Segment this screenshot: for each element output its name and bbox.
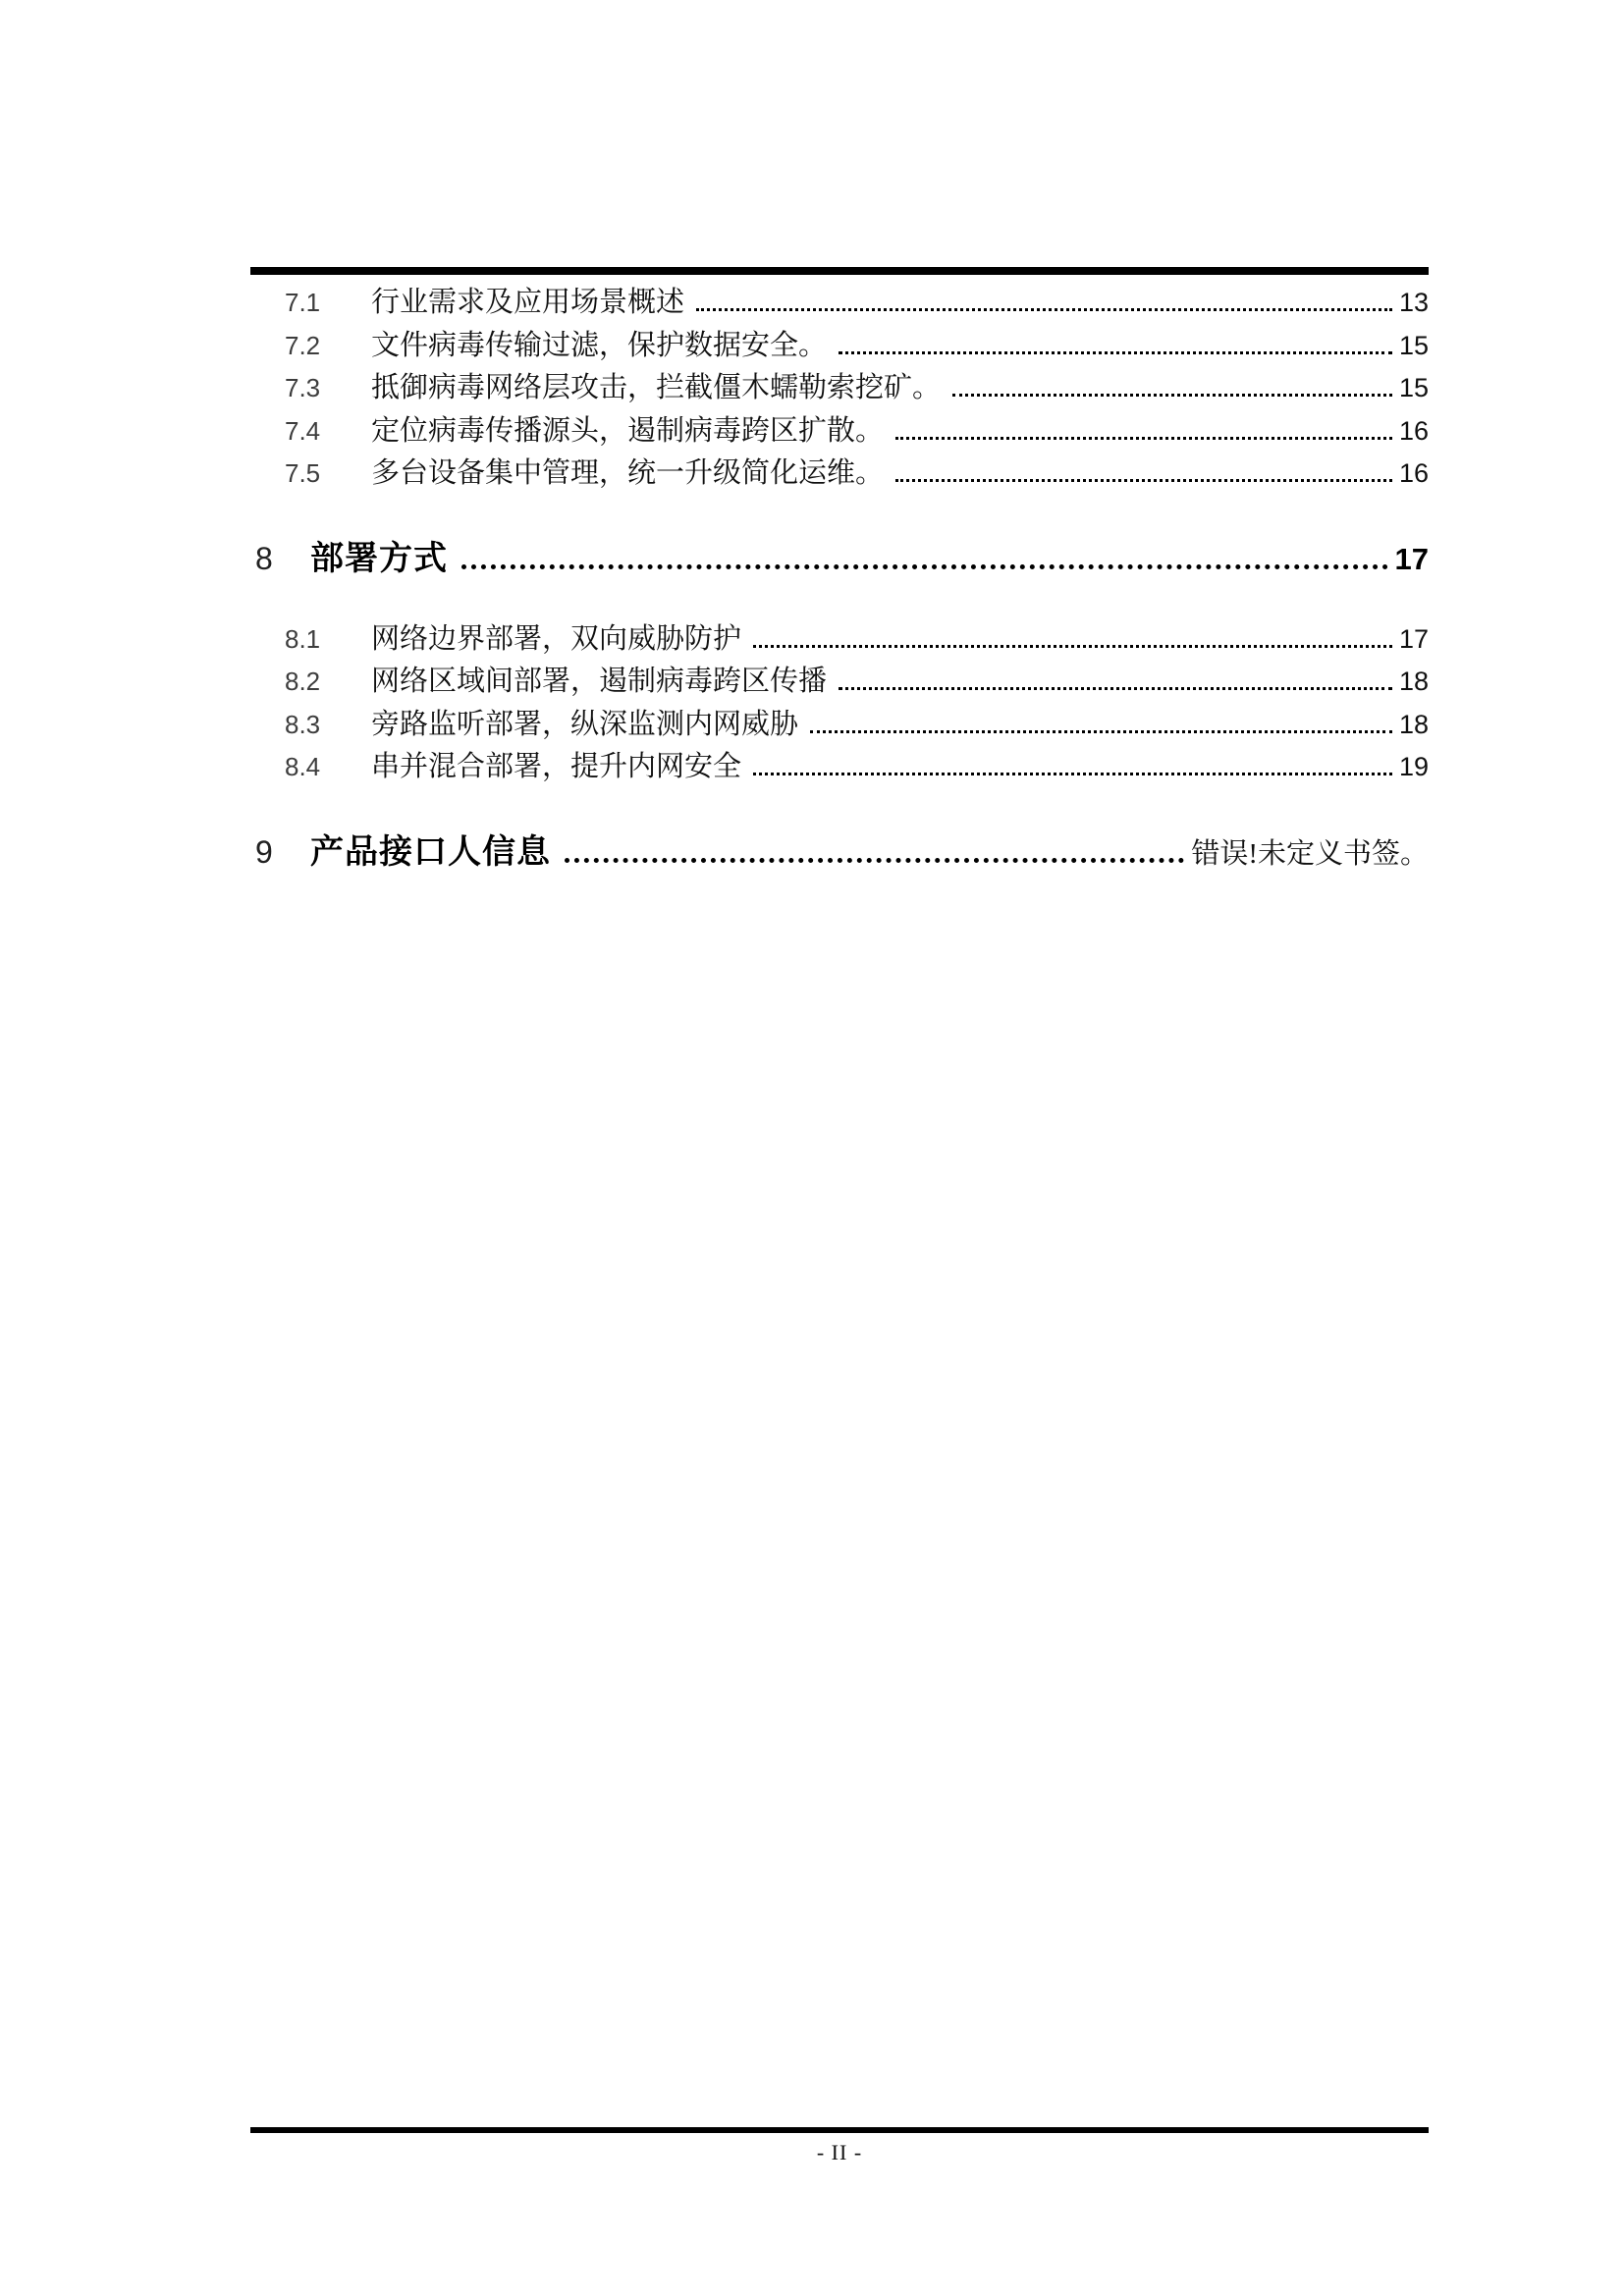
toc-entry-page: 18	[1398, 709, 1429, 739]
toc-entry-page: 17	[1398, 623, 1429, 654]
toc-entry-number: 7.3	[285, 373, 321, 402]
toc-entry-title: 网络区域间部署，遏制病毒跨区传播	[371, 666, 828, 697]
dot-leader	[565, 857, 1184, 863]
toc-entry[interactable]	[250, 453, 1429, 496]
toc-entry-number: 7.5	[285, 458, 321, 488]
toc-entry[interactable]	[250, 825, 1429, 880]
toc-entry[interactable]	[250, 325, 1429, 368]
dot-leader	[753, 644, 1392, 648]
dot-leader	[895, 436, 1392, 440]
footer-rule	[250, 2127, 1429, 2133]
toc-entry-page: 错误!未定义书签。	[1191, 837, 1429, 870]
toc-entry-number: 7.4	[285, 415, 321, 446]
toc-entry-page: 13	[1398, 288, 1429, 317]
toc-entry[interactable]	[250, 367, 1429, 410]
dot-leader	[952, 393, 1392, 397]
toc-entry[interactable]	[250, 282, 1429, 325]
toc-entry-page: 16	[1398, 458, 1429, 488]
toc-entry-number: 8	[255, 540, 273, 576]
header-rule	[250, 267, 1429, 275]
toc-entry-number: 8.1	[285, 623, 321, 654]
toc-entry-number: 8.2	[285, 667, 321, 696]
toc-entry-title: 定位病毒传播源头，遏制病毒跨区扩散。	[371, 414, 885, 447]
toc-entry[interactable]	[250, 618, 1429, 662]
toc-entry-number: 7.1	[285, 288, 321, 317]
toc-entry-page: 15	[1398, 330, 1429, 360]
toc-entry[interactable]	[250, 704, 1429, 747]
dot-leader	[753, 772, 1392, 775]
toc-entry-page: 18	[1398, 667, 1429, 696]
toc-entry-title: 旁路监听部署，纵深监测内网威胁	[371, 708, 799, 740]
toc-entry-number: 9	[255, 833, 273, 870]
toc-entry[interactable]	[250, 410, 1429, 454]
toc-entry-number: 7.2	[285, 330, 321, 360]
table-of-contents	[250, 282, 1429, 912]
toc-entry-number: 8.4	[285, 752, 321, 781]
dot-leader	[810, 729, 1392, 733]
toc-entry[interactable]	[250, 746, 1429, 789]
toc-entry-page: 19	[1398, 752, 1429, 781]
toc-entry-page: 17	[1394, 541, 1429, 576]
toc-entry-page: 15	[1398, 373, 1429, 402]
toc-entry-title: 网络边界部署，双向威胁防护	[371, 622, 742, 655]
toc-entry-number: 8.3	[285, 709, 321, 739]
toc-entry[interactable]	[250, 661, 1429, 704]
toc-entry-page: 16	[1398, 415, 1429, 446]
page-number-footer: - II -	[816, 2140, 863, 2164]
toc-entry-title: 行业需求及应用场景概述	[371, 287, 685, 318]
toc-entry-title: 部署方式	[310, 539, 448, 577]
dot-leader	[461, 563, 1388, 569]
toc-entry-title: 产品接口人信息	[310, 832, 551, 871]
dot-leader	[839, 686, 1392, 690]
toc-entry-title: 文件病毒传输过滤，保护数据安全。	[371, 329, 828, 361]
dot-leader	[696, 307, 1392, 311]
toc-entry-title: 串并混合部署，提升内网安全	[371, 751, 742, 782]
toc-entry[interactable]	[250, 531, 1429, 586]
toc-entry-title: 多台设备集中管理，统一升级简化运维。	[371, 457, 885, 489]
dot-leader	[839, 350, 1392, 354]
dot-leader	[895, 478, 1392, 482]
toc-entry-title: 抵御病毒网络层攻击，拦截僵木蠕勒索挖矿。	[371, 372, 942, 403]
